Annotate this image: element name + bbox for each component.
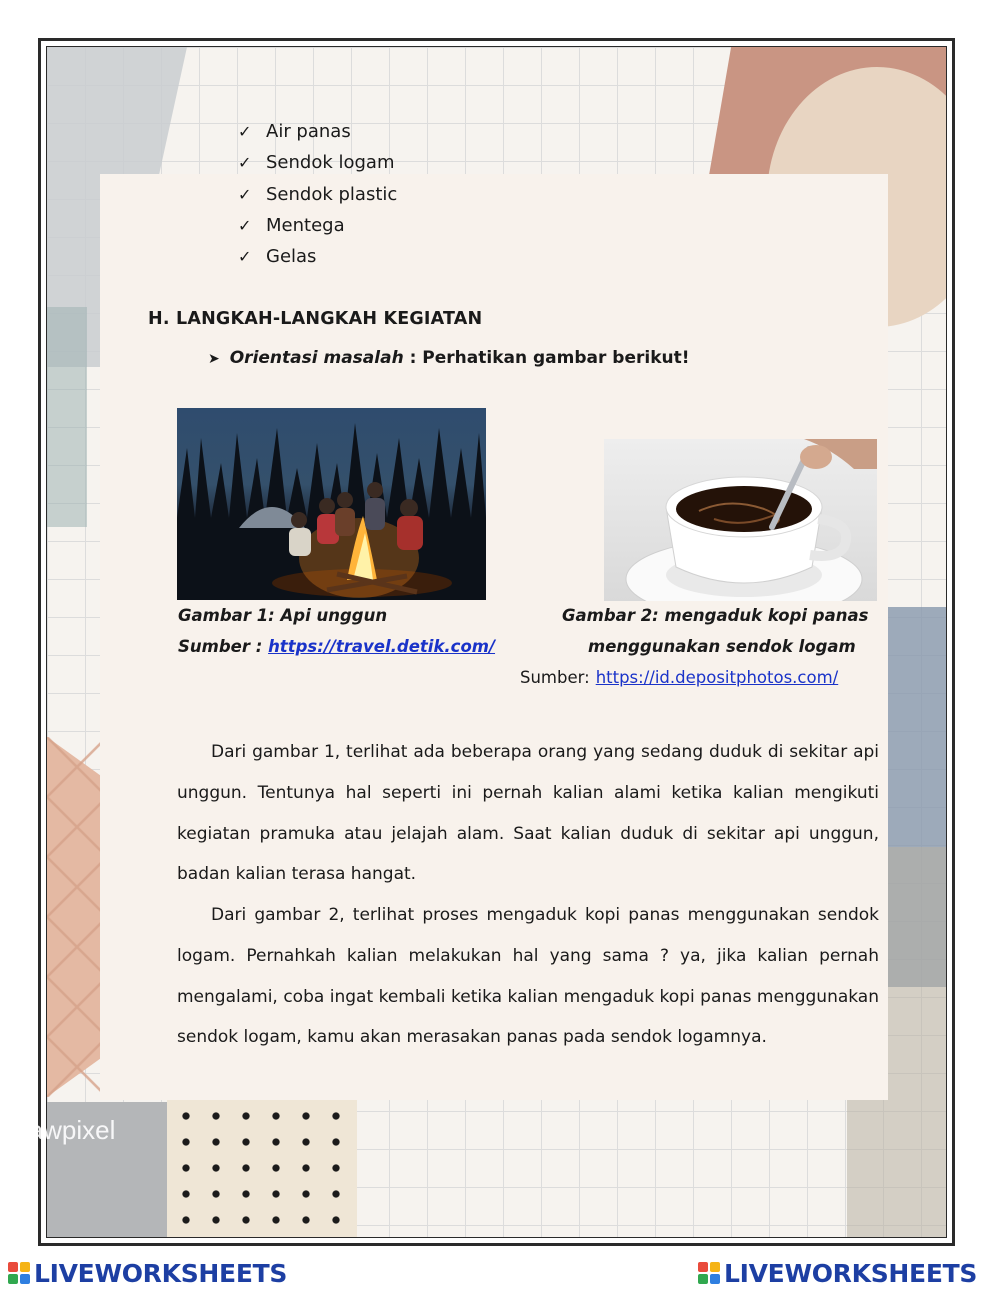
campfire-illustration	[177, 408, 486, 600]
logo-tiles-icon	[698, 1262, 720, 1284]
brand-name: LIVEWORKSHEETS	[34, 1258, 288, 1288]
checkmark-icon: ✓	[238, 184, 252, 204]
list-item	[238, 241, 397, 272]
decor-teal-strip	[47, 307, 87, 527]
list-item	[238, 210, 397, 241]
list-item-label: Gelas	[266, 246, 317, 268]
checkmark-icon: ✓	[238, 216, 252, 236]
orientation-text: : Perhatikan gambar berikut!	[409, 348, 690, 368]
list-item-label: Mentega	[266, 215, 345, 237]
section-heading: H. LANGKAH-LANGKAH KEGIATAN	[148, 309, 483, 329]
campfire-image	[177, 408, 486, 600]
logo-tiles-icon	[8, 1262, 30, 1284]
materials-checklist	[238, 116, 397, 272]
brand-name: LIVEWORKSHEETS	[724, 1258, 978, 1288]
coffee-illustration	[604, 439, 877, 601]
liveworksheets-logo-left	[8, 1256, 287, 1290]
list-item	[238, 147, 397, 178]
list-item	[238, 179, 397, 210]
figure1-source-label: Sumber :	[178, 637, 263, 656]
liveworksheets-logo-right	[698, 1256, 977, 1290]
checkmark-icon: ✓	[238, 122, 252, 142]
figure1-source	[178, 637, 495, 656]
list-item-label: Air panas	[266, 121, 351, 143]
coffee-image	[604, 439, 877, 601]
list-item-label: Sendok plastic	[266, 183, 398, 205]
decor-dots-pattern	[167, 1097, 357, 1238]
figure1-caption: Gambar 1: Api unggun	[178, 606, 388, 625]
checkmark-icon: ✓	[238, 153, 252, 173]
orientation-line	[208, 348, 690, 368]
figure2-caption-line1: Gambar 2: mengaduk kopi panas	[562, 606, 869, 625]
list-item	[238, 116, 397, 147]
figure2-source-link[interactable]: https://id.depositphotos.com/	[595, 668, 839, 687]
paragraph-1: Dari gambar 1, terlihat ada beberapa orang yang sedang duduk di sekitar api unggun. Tentunya hal seperti ini pernah kalian alami ketika kalian mengikuti kegiatan pramuka atau jelajah alam. Saat kalian duduk di sekitar api unggun, badan kalian terasa hangat.	[177, 742, 879, 885]
figure2-source	[520, 668, 838, 687]
list-item-label: Sendok logam	[266, 152, 395, 174]
arrow-bullet-icon: ➤	[208, 351, 220, 367]
watermark-text: rawpixel	[20, 1115, 116, 1145]
figure1-source-link[interactable]: https://travel.detik.com/	[268, 637, 496, 656]
checkmark-icon: ✓	[238, 247, 252, 267]
paragraph-2: Dari gambar 2, terlihat proses mengaduk kopi panas menggunakan sendok logam. Pernahkah kalian melakukan hal yang sama ? ya, jika kalian pernah mengalami, coba ingat kembali ketika kalian mengaduk kopi panas menggunakan sendok logam, kamu akan merasakan panas pada sendok logamnya.	[177, 905, 879, 1048]
orientation-label: Orientasi masalah	[229, 348, 404, 368]
figure2-caption-line2: menggunakan sendok logam	[588, 637, 856, 656]
figure2-source-label: Sumber:	[520, 668, 590, 687]
